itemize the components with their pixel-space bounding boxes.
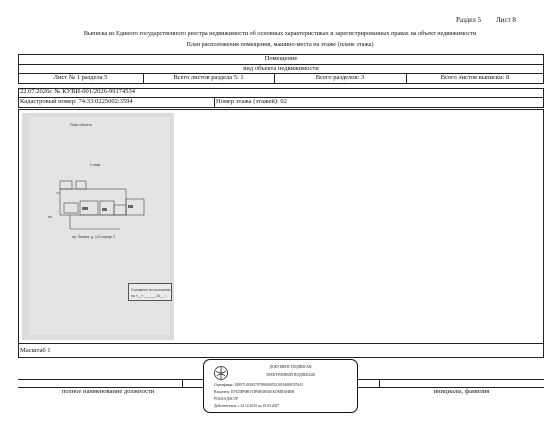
sheets-in-section: Всего листов раздела 5: 1	[173, 74, 244, 81]
floor-number: Номер этажа (этажей): 02	[216, 98, 287, 105]
divider	[182, 379, 183, 387]
section-label: Раздел 5	[456, 16, 482, 24]
electronic-signature-stamp	[203, 359, 358, 413]
signature-line3: Сертификат: 0399714818479799680055210164080357643	[214, 383, 303, 387]
name-caption: инициалы, фамилия	[433, 388, 490, 395]
divider	[214, 97, 215, 108]
position-caption: полное наименование должности	[61, 388, 155, 395]
sheet-label: Лист 8	[496, 16, 516, 24]
signature-line5: РОСКАДАСТР	[214, 397, 239, 401]
cadastral-number: Кадастровый номер: 74:33:0225002:3594	[20, 98, 133, 105]
plan-card-line1: Составлен по состоянию	[131, 288, 171, 292]
object-type: Помещение	[264, 55, 298, 62]
scale-row	[18, 344, 544, 358]
signature-line6: Действителен: с 24.12.2025 по 19.03.2027	[214, 404, 280, 408]
sheet-number: Лист № 1 раздела 5	[53, 74, 108, 81]
divider	[379, 379, 380, 387]
object-type-caption: вид объекта недвижимости	[243, 65, 319, 72]
floor-plan-drawing	[30, 117, 170, 335]
floor-plan-image	[22, 113, 174, 340]
record-date-number: 22.07.2026г. № КУВИ-001/2026-99174534	[20, 88, 135, 95]
plan-info-card	[128, 283, 172, 301]
floor-plan-sheet	[30, 117, 170, 335]
plan-label-floor: 2 этаж	[90, 163, 101, 167]
sections-total: Всего разделов: 3	[315, 74, 365, 81]
document-subtitle: План расположения помещения, машино-места на этаже (плане этажа)	[186, 41, 374, 48]
plan-card-line2: на «__» ______ 20__ г.	[131, 294, 167, 298]
scale-label: Масштаб 1	[20, 347, 51, 354]
sheets-total: Всего листов выписки: 8	[440, 74, 510, 81]
plan-label-address: пр. Ленина, д. 122 корпус 2	[72, 235, 115, 239]
signature-line1: ДОКУМЕНТ ПОДПИСАН	[269, 365, 312, 369]
document-title: Выписка из Единого государственного реестра недвижимости об основных характеристиках и зарегистрированных правах на объект недвижимости	[83, 30, 477, 37]
plan-label-top: План объекта	[70, 123, 92, 127]
signature-line4: Владелец: ПУБЛИЧНО-ПРАВОВАЯ КОМПАНИЯ	[214, 390, 294, 394]
signature-line2: ЭЛЕКТРОННОЙ ПОДПИСЬЮ	[265, 373, 316, 377]
